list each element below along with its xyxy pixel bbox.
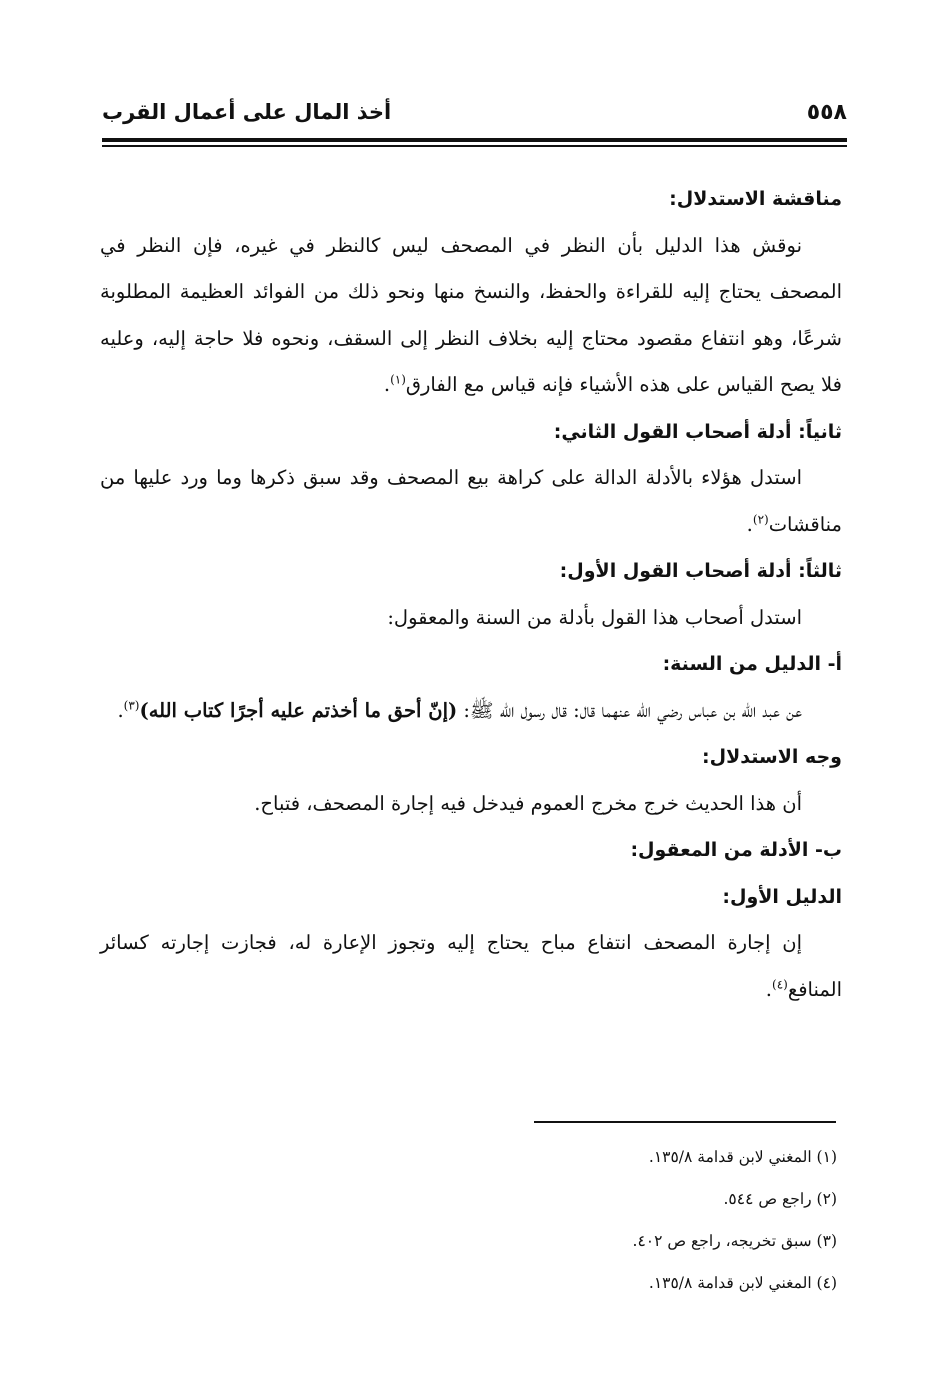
footnote-ref-3: (٣): [123, 698, 140, 712]
running-title: أخذ المال على أعمال القرب: [102, 100, 392, 124]
footnote-1: (١) المغني لابن قدامة ١٣٥/٨.: [648, 1148, 837, 1166]
subheading-sunnah-evidence: أ- الدليل من السنة:: [662, 653, 842, 675]
paragraph-inference: أن هذا الحديث خرج مخرج العموم فيدخل فيه إجارة المصحف، فتباح.: [254, 791, 802, 815]
footnote-2: (٢) راجع ص ٥٤٤.: [723, 1190, 837, 1208]
hadith-quote: (إنّ أحق ما أخذتم عليه أجرًا كتاب الله): [139, 698, 458, 722]
footnote-ref-2: (٢): [752, 512, 769, 526]
paragraph-hadith: عن عبد الله بن عباس رضي الله عنهما قال: قال رسول الله ﷺ: (إنّ أحق ما أخذتم عليه أجرًا كتاب الله)$^{(٣)}$.: [117, 698, 802, 722]
section-heading-discussion: مناقشة الاستدلال:: [669, 188, 842, 210]
page-header: [102, 98, 847, 132]
subheading-rational-evidence: ب- الأدلة من المعقول:: [630, 839, 842, 861]
footnote-3: (٣) سبق تخريجه، راجع ص ٤٠٢.: [632, 1232, 837, 1250]
footnote-4: (٤) المغني لابن قدامة ١٣٥/٨.: [648, 1274, 837, 1292]
paragraph-first-opinion: استدل أصحاب هذا القول بأدلة من السنة والمعقول:: [387, 605, 802, 629]
main-text: [100, 176, 842, 1013]
paragraph-discussion: نوقش هذا الدليل بأن النظر في المصحف ليس كالنظر في غيره، فإن النظر في المصحف يحتاج إليه للقراءة والحفظ، والنسخ منها ونحو ذلك من الفوائد العظيمة المطلوبة شرعًا، وهو انتفاع مقصود محتاج إليه بخلاف النظر إلى السقف، ونحوه فلا حاجة إليه، وعليه فلا يصح القياس على هذه الأشياء فإنه قياس مع الفارق$^{(١)}$.: [100, 233, 842, 396]
header-rule-thick: [102, 138, 847, 142]
footnote-separator: [534, 1121, 836, 1123]
section-heading-second-opinion: ثانياً: أدلة أصحاب القول الثاني:: [553, 420, 842, 443]
page-number: ٥٥٨: [806, 100, 847, 125]
footnote-ref-1: (١): [390, 372, 406, 387]
subheading-inference: وجه الاستدلال:: [702, 746, 842, 768]
section-heading-first-opinion: ثالثاً: أدلة أصحاب القول الأول:: [559, 560, 842, 582]
paragraph-first-evidence: إن إجارة المصحف انتفاع مباح يحتاج إليه وتجوز الإعارة له، فجازت إجارته كسائر المنافع$^{(٤)}$.: [100, 931, 842, 1001]
footnote-ref-4: (٤): [772, 977, 788, 991]
footnotes: [400, 1136, 837, 1304]
subheading-first-evidence: الدليل الأول:: [722, 885, 842, 908]
header-rule-thin: [102, 145, 847, 147]
paragraph-second-opinion: استدل هؤلاء بالأدلة الدالة على كراهة بيع المصحف وقد سبق ذكرها وما ورد عليها من مناقشات$^{(٢)}$.: [100, 466, 842, 536]
